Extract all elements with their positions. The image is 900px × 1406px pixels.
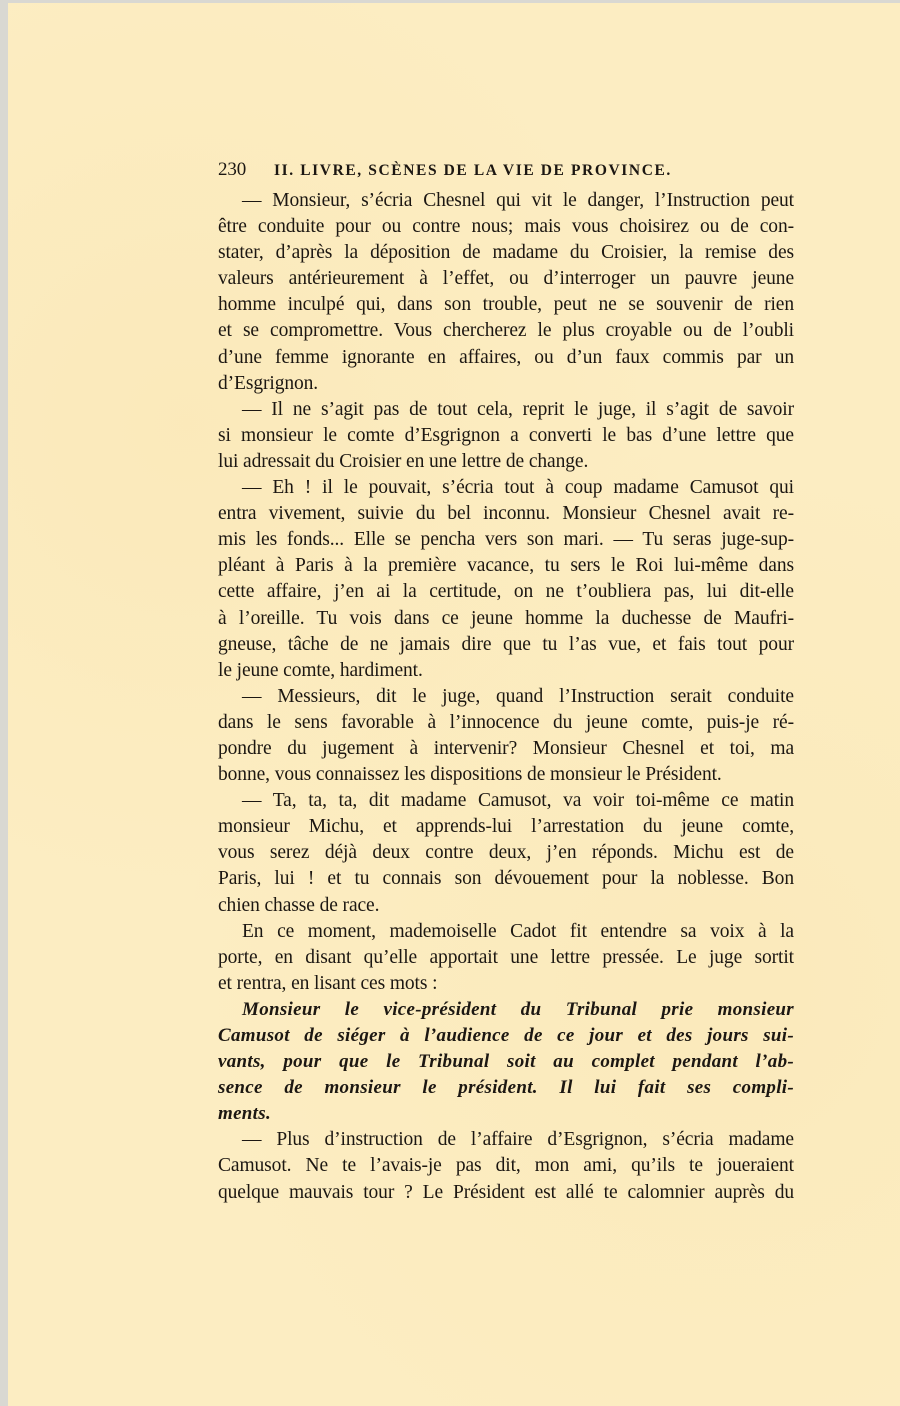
paragraph: [218, 788, 794, 918]
text-line: le jeune comte, hardiment.: [218, 659, 423, 681]
text-line: porte, en disant qu’elle apportait une lettre pressée. Le juge sortit: [218, 946, 794, 968]
text-line: pléant à Paris à la première vacance, tu sers le Roi lui-même dans: [218, 555, 794, 577]
text-line: — Il ne s’agit pas de tout cela, reprit le juge, il s’agit de savoir: [242, 398, 794, 420]
text-line: En ce moment, mademoiselle Cadot fit entendre sa voix à la: [242, 920, 794, 942]
text-line: vants, pour que le Tribunal soit au complet pendant l’ab-: [218, 1051, 794, 1073]
text-line: chien chasse de race.: [218, 894, 380, 916]
text-line: pondre du jugement à intervenir? Monsieur Chesnel et toi, ma: [218, 737, 794, 759]
text-line: vous serez déjà deux contre deux, j’en réponds. Michu est de: [218, 842, 794, 864]
paragraph: [218, 919, 794, 997]
text-line: Monsieur le vice-président du Tribunal prie monsieur: [242, 998, 794, 1020]
paragraph: [218, 475, 794, 684]
text-line: valeurs antérieurement à l’effet, ou d’interroger un pauvre jeune: [218, 268, 794, 290]
text-line: — Eh ! il le pouvait, s’écria tout à coup madame Camusot qui: [242, 477, 794, 499]
text-line: Camusot de siéger à l’audience de ce jour et des jours sui-: [218, 1025, 794, 1046]
paragraph: [218, 397, 794, 475]
text-line: ments.: [218, 1103, 272, 1125]
running-title: II. LIVRE, SCÈNES DE LA VIE DE PROVINCE.: [274, 162, 672, 179]
text-line: Paris, lui ! et tu connais son dévouement pour la noblesse. Bon: [218, 868, 794, 890]
text-line: dans le sens favorable à l’innocence du jeune comte, puis-je ré-: [218, 711, 794, 733]
text-line: à l’oreille. Tu vois dans ce jeune homme la duchesse de Maufri-: [218, 607, 794, 629]
text-line: — Messieurs, dit le juge, quand l’Instruction serait conduite: [242, 685, 794, 707]
paragraph: [218, 188, 794, 397]
text-line: sence de monsieur le président. Il lui fait ses compli-: [218, 1077, 794, 1099]
text-line: quelque mauvais tour ? Le Président est allé te calomnier auprès du: [218, 1181, 794, 1203]
text-line: d’Esgrignon.: [218, 372, 319, 394]
text-line: d’une femme ignorante en affaires, ou d’un faux commis par un: [218, 346, 794, 368]
text-line: gneuse, tâche de ne jamais dire que tu l’as vue, et fais tout pour: [218, 633, 794, 655]
text-line: monsieur Michu, et apprends-lui l’arrestation du jeune comte,: [218, 816, 794, 838]
text-line: — Monsieur, s’écria Chesnel qui vit le danger, l’Instruction peut: [242, 190, 794, 211]
text-line: bonne, vous connaissez les dispositions de monsieur le Président.: [218, 764, 722, 786]
text-line: lui adressait du Croisier en une lettre de change.: [218, 450, 589, 472]
text-line: et rentra, en lisant ces mots :: [218, 972, 438, 994]
text-line: entra vivement, suivie du bel inconnu. Monsieur Chesnel avait re-: [218, 503, 794, 525]
text-line: cette affaire, j’en ai la certitude, on ne t’oubliera pas, lui dit-elle: [218, 581, 794, 603]
text-line: et se compromettre. Vous chercherez le plus croyable ou de l’oubli: [218, 320, 794, 342]
body-text: [218, 188, 794, 1206]
page-number: 230: [218, 159, 247, 180]
running-head: [218, 157, 794, 185]
paragraph: [218, 684, 794, 788]
book-page: [8, 3, 900, 1406]
text-line: mis les fonds... Elle se pencha vers son mari. — Tu seras juge-sup-: [218, 529, 794, 551]
text-line: — Ta, ta, ta, dit madame Camusot, va voir toi-même ce matin: [242, 790, 794, 812]
text-line: — Plus d’instruction de l’affaire d’Esgrignon, s’écria madame: [242, 1129, 794, 1151]
quoted-letter-paragraph: [218, 997, 794, 1127]
text-line: si monsieur le comte d’Esgrignon a converti le bas d’une lettre que: [218, 424, 794, 446]
paragraph: [218, 1127, 794, 1205]
text-line: Camusot. Ne te l’avais-je pas dit, mon ami, qu’ils te joueraient: [218, 1155, 794, 1177]
text-line: être conduite pour ou contre nous; mais vous choisirez ou de con-: [218, 216, 794, 238]
text-line: homme inculpé qui, dans son trouble, peut ne se souvenir de rien: [218, 294, 794, 316]
page-text: [218, 157, 794, 1206]
text-line: stater, d’après la déposition de madame du Croisier, la remise des: [218, 242, 794, 264]
